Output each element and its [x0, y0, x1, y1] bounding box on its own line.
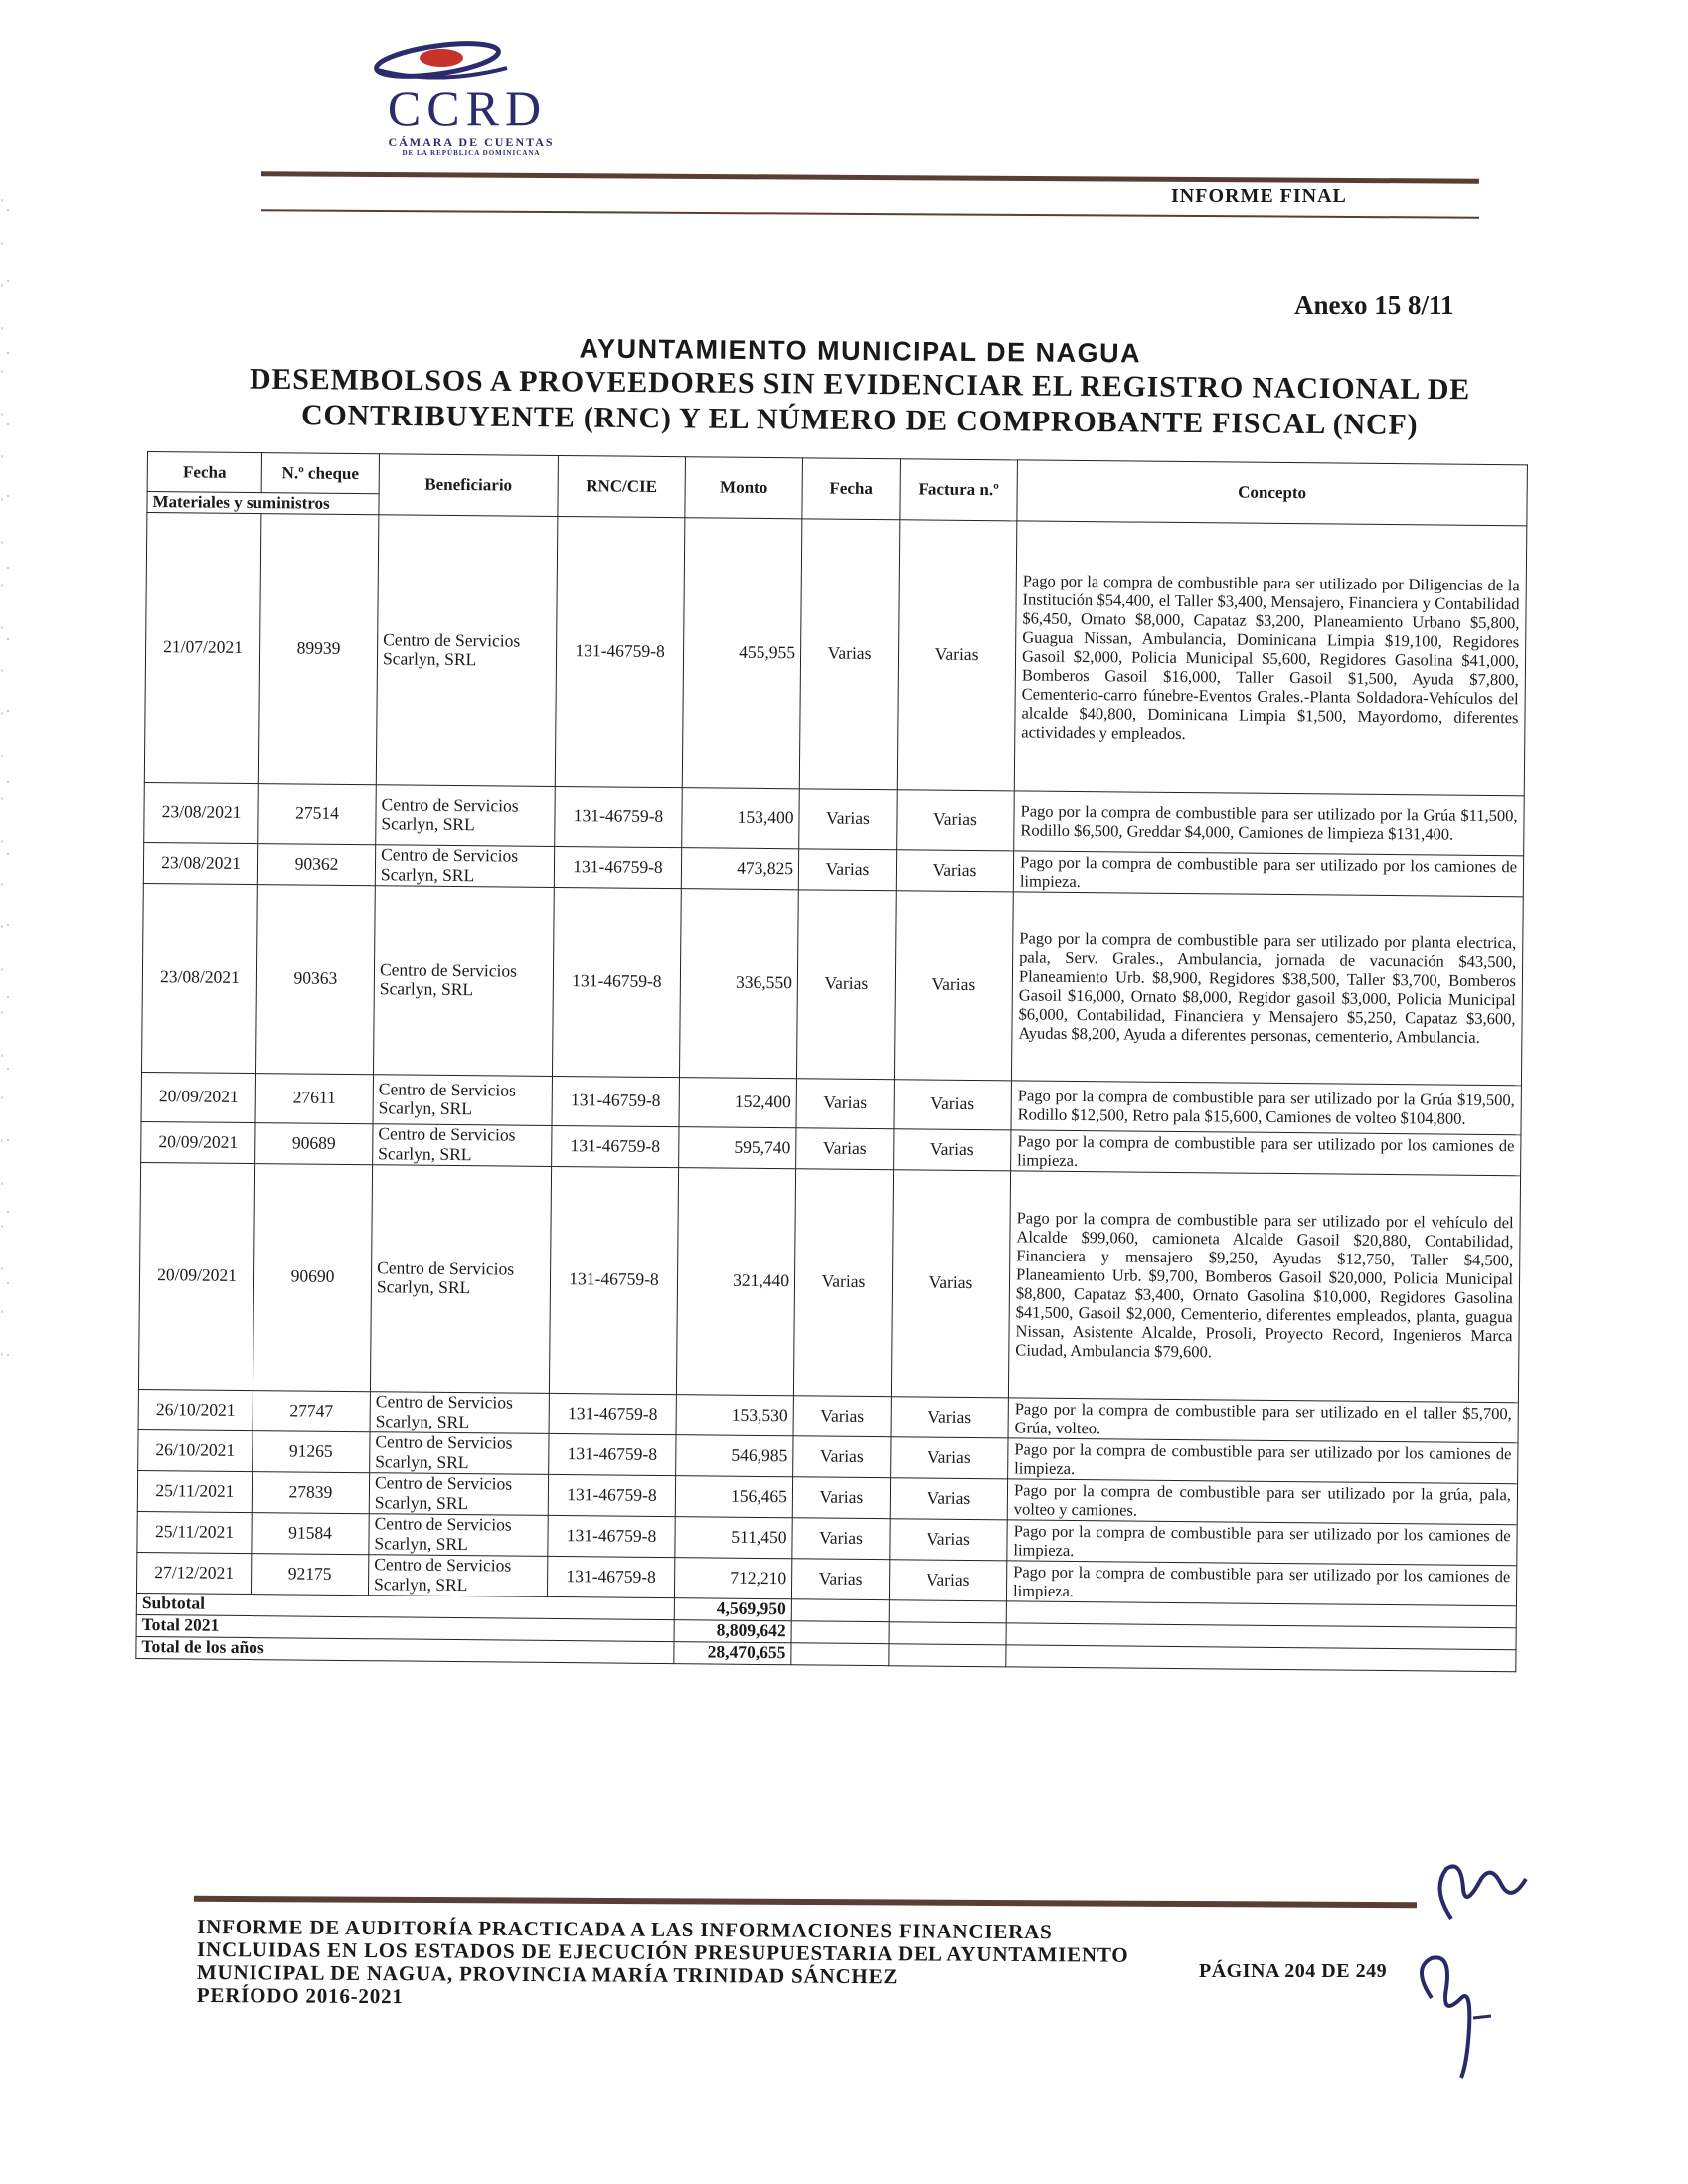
cell-beneficiario: Centro de Servicios Scarlyn, SRL — [369, 1472, 548, 1515]
cell-beneficiario: Centro de Servicios Scarlyn, SRL — [370, 1431, 549, 1474]
cell-monto: 595,740 — [679, 1126, 796, 1168]
cell-factura: Varias — [894, 1128, 1011, 1170]
cell-fecha-2: Varias — [793, 1395, 891, 1436]
cell-monto: 156,465 — [675, 1475, 792, 1517]
cell-beneficiario: Centro de Servicios Scarlyn, SRL — [368, 1554, 547, 1596]
disbursements-table — [135, 451, 1528, 1672]
cell-concepto: Pago por la compra de combustible para ser utilizado por los camiones de limpieza. — [1007, 1519, 1517, 1565]
cell-beneficiario: Centro de Servicios Scarlyn, SRL — [376, 514, 558, 786]
header-rnc: RNC/CIE — [558, 455, 686, 517]
cell-fecha-2: Varias — [793, 1168, 893, 1396]
cell-rnc: 131-46759-8 — [552, 1125, 679, 1167]
table-row — [142, 883, 1524, 1085]
empty-cell — [889, 1599, 1006, 1622]
cell-factura: Varias — [897, 789, 1015, 850]
cell-rnc: 131-46759-8 — [548, 1515, 675, 1557]
cell-factura: Varias — [890, 1518, 1007, 1560]
total-anos-label: Total de los años — [136, 1636, 674, 1663]
title-line-2: DESEMBOLSOS A PROVEEDORES SIN EVIDENCIAR EL REGISTRO NACIONAL DE — [249, 362, 1471, 407]
cell-fecha-2: Varias — [792, 1476, 890, 1518]
empty-cell — [791, 1642, 889, 1665]
cell-concepto: Pago por la compra de combustible para ser utilizado por los camiones de limpieza. — [1013, 850, 1523, 896]
cell-rnc: 131-46759-8 — [555, 786, 683, 847]
cell-monto: 321,440 — [676, 1167, 795, 1395]
header-monto: Monto — [685, 457, 803, 519]
footer-line-4: PERÍODO 2016-2021 — [196, 1982, 404, 2009]
cell-cheque: 90363 — [256, 884, 376, 1074]
cell-factura: Varias — [894, 1079, 1011, 1129]
table-row — [138, 1162, 1520, 1402]
total-2021-value: 8,809,642 — [674, 1619, 791, 1642]
footer-line-3: MUNICIPAL DE NAGUA, PROVINCIA MARÍA TRINIDAD SÁNCHEZ — [196, 1959, 899, 1989]
informe-final-label: INFORME FINAL — [1171, 185, 1347, 207]
cell-fecha-2: Varias — [799, 788, 898, 849]
cell-fecha: 20/09/2021 — [141, 1072, 255, 1122]
cell-factura: Varias — [891, 1436, 1008, 1478]
handwritten-signature — [1392, 1849, 1551, 2088]
cell-cheque: 90690 — [253, 1163, 372, 1391]
cell-cheque: 90689 — [255, 1122, 373, 1164]
cell-factura: Varias — [891, 1396, 1008, 1437]
cell-factura: Varias — [897, 519, 1017, 790]
cell-monto: 153,530 — [676, 1394, 793, 1435]
table-body — [136, 512, 1526, 1605]
subtotal-value: 4,569,950 — [674, 1597, 791, 1620]
empty-cell — [889, 1643, 1006, 1666]
footer-line-1: INFORME DE AUDITORÍA PRACTICADA A LAS INFORMACIONES FINANCIERAS — [197, 1914, 1053, 1944]
cell-rnc: 131-46759-8 — [554, 846, 681, 888]
cell-factura: Varias — [890, 1477, 1007, 1519]
empty-cell — [1006, 1644, 1516, 1671]
cell-cheque: 27514 — [258, 783, 377, 844]
cell-fecha-2: Varias — [791, 1558, 889, 1599]
cell-rnc: 131-46759-8 — [549, 1433, 676, 1475]
cell-monto: 473,825 — [681, 847, 798, 889]
cell-fecha: 23/08/2021 — [144, 782, 259, 843]
cell-cheque: 91265 — [253, 1430, 370, 1472]
cell-beneficiario: Centro de Servicios Scarlyn, SRL — [376, 784, 556, 846]
cell-fecha: 25/11/2021 — [137, 1470, 252, 1512]
logo-subtitle-small: DE LA REPÚBLICA DOMINICANA — [402, 149, 541, 157]
subtotal-label: Subtotal — [136, 1593, 674, 1619]
cell-beneficiario: Centro de Servicios Scarlyn, SRL — [375, 844, 554, 887]
cell-fecha-2: Varias — [796, 1127, 894, 1169]
header-fecha-2: Fecha — [802, 458, 901, 519]
cell-fecha-2: Varias — [799, 518, 900, 789]
cell-monto: 455,955 — [682, 517, 802, 788]
footer-text — [197, 1916, 1192, 2013]
page-number: PÁGINA 204 DE 249 — [1199, 1960, 1388, 1982]
cell-beneficiario: Centro de Servicios Scarlyn, SRL — [373, 1074, 552, 1125]
title-line-3: CONTRIBUYENTE (RNC) Y EL NÚMERO DE COMPROBANTE FISCAL (NCF) — [300, 399, 1419, 441]
cell-monto: 546,985 — [676, 1434, 793, 1476]
logo-subtitle: CÁMARA DE CUENTAS — [388, 135, 555, 149]
header-cheque: N.º cheque — [261, 453, 379, 494]
cell-concepto: Pago por la compra de combustible para ser utilizado por los camiones de limpieza. — [1006, 1560, 1516, 1605]
title-line-1: AYUNTAMIENTO MUNICIPAL DE NAGUA — [579, 333, 1142, 369]
cell-rnc: 131-46759-8 — [548, 1474, 675, 1516]
cell-factura: Varias — [896, 849, 1013, 891]
empty-cell — [791, 1598, 889, 1621]
cell-factura: Varias — [894, 890, 1013, 1080]
cell-fecha: 25/11/2021 — [137, 1511, 252, 1553]
cell-cheque: 89939 — [258, 513, 379, 784]
header-concepto: Concepto — [1017, 460, 1528, 525]
cell-fecha: 23/08/2021 — [143, 842, 257, 884]
cell-concepto: Pago por la compra de combustible para ser utilizado por la Grúa $11,500, Rodillo $6,500, Greddar $4,000, Camiones de limpieza $131,400. — [1014, 790, 1525, 855]
cell-concepto: Pago por la compra de combustible para ser utilizado por la grúa, pala, volteo y camiones. — [1007, 1478, 1517, 1524]
cell-factura: Varias — [891, 1169, 1010, 1397]
total-2021-label: Total 2021 — [136, 1614, 674, 1641]
empty-cell — [889, 1621, 1006, 1644]
header-rule-thick — [261, 171, 1479, 183]
header-fecha: Fecha — [147, 452, 261, 493]
cell-concepto: Pago por la compra de combustible para ser utilizado en el taller $5,700, Grúa, volteo. — [1008, 1397, 1518, 1442]
logo-text: CCRD — [387, 81, 548, 136]
footer-rule — [194, 1896, 1417, 1908]
cell-beneficiario: Centro de Servicios Scarlyn, SRL — [370, 1164, 551, 1393]
cell-cheque: 91584 — [252, 1512, 369, 1554]
cell-fecha-2: Varias — [796, 1078, 894, 1128]
cell-monto: 153,400 — [682, 787, 800, 848]
cell-beneficiario: Centro de Servicios Scarlyn, SRL — [373, 1123, 552, 1166]
cell-fecha: 26/10/2021 — [138, 1389, 253, 1430]
cell-fecha: 26/10/2021 — [138, 1429, 253, 1471]
cell-concepto: Pago por la compra de combustible para ser utilizado por los camiones de limpieza. — [1008, 1437, 1518, 1483]
cell-fecha: 23/08/2021 — [142, 883, 258, 1073]
footer-line-2: INCLUIDAS EN LOS ESTADOS DE EJECUCIÓN PRESUPUESTARIA DEL AYUNTAMIENTO — [197, 1936, 1129, 1967]
cell-rnc: 131-46759-8 — [549, 1393, 676, 1434]
cell-rnc: 131-46759-8 — [547, 1556, 674, 1597]
cell-concepto: Pago por la compra de combustible para ser utilizado por planta electrica, pala, Serv. Grales., Ambulancia, jornada de vacunación $43,500, Planeamiento Urb. $8,900, Regidores $38,500, Taller $3,700, Bomberos Gasoil $16,000, Ornato $8,000, Regidor gasoil $3,000, Policia Municipal $6,000, Contabilidad, Financiera y Mensajero $5,250, Capataz $3,600, Ayudas $8,200, Ayuda a diferentes personas, cementerio, Ambulancia. — [1011, 891, 1523, 1085]
cell-cheque: 27611 — [255, 1073, 373, 1123]
header-rule-thin — [261, 209, 1479, 218]
section-label: Materiales y suministros — [147, 492, 379, 515]
cell-concepto: Pago por la compra de combustible para ser utilizado por los camiones de limpieza. — [1011, 1129, 1521, 1175]
cell-monto: 712,210 — [674, 1557, 791, 1598]
cell-monto: 511,450 — [675, 1516, 792, 1558]
empty-cell — [791, 1620, 889, 1643]
scan-edge-marks — [0, 199, 14, 1392]
cell-concepto: Pago por la compra de combustible para ser utilizado por el vehículo del Alcalde $99,060, camioneta Alcalde Gasoil $20,880, Contabilidad, Financiera y mensajero $9,250, Ayudas $12,750, Taller $4,500, Planeamiento Urb. $9,700, Bomberos Gasoil $20,000, Policia Municipal $8,800, Capataz $3,400, Ornato Gasolina $10,000, Regidores Gasolina $41,500, Gasoil $2,000, Cementerio, diferentes empleados, planta, guagua Nissan, Asistente Alcalde, Prosoli, Proyecto Record, Ingenieros Marca Ciudad, Ambulancia $79,600. — [1008, 1170, 1520, 1402]
cell-fecha-2: Varias — [792, 1517, 890, 1559]
cell-beneficiario: Centro de Servicios Scarlyn, SRL — [369, 1513, 548, 1556]
cell-monto: 336,550 — [679, 888, 798, 1078]
cell-rnc: 131-46759-8 — [552, 887, 681, 1077]
cell-fecha-2: Varias — [793, 1435, 891, 1477]
cell-fecha: 27/12/2021 — [136, 1552, 251, 1594]
header-beneficiario: Beneficiario — [379, 454, 559, 516]
cell-fecha: 20/09/2021 — [138, 1162, 254, 1390]
cell-fecha-2: Varias — [798, 848, 896, 890]
cell-fecha-2: Varias — [796, 889, 896, 1079]
document-title — [239, 331, 1482, 444]
total-anos-value: 28,470,655 — [674, 1641, 791, 1664]
cell-concepto: Pago por la compra de combustible para ser utilizado por Diligencias de la Institución $54,400, el Taller $3,400, Mensajero, Financiera y Contabilidad $6,450, Ornato $8,000, Capataz $3,200, Planeamiento Urbano $5,800, Guagua Nissan, Ambulancia, Dominicana Limpia $19,100, Regidores Gasoil $2,000, Policia Municipal $5,600, Regidores Gasolina $41,000, Bomberos Gasoil $16,000, Taller Gasoil $1,500, Ayuda $7,800, Cementerio-carro fúnebre-Eventos Grales.-Planta Soldadora-Vehículos del alcalde $40,800, Dominicana Limpia $1,500, Mayordomo, diferentes actividades y empleados. — [1014, 520, 1527, 795]
cell-factura: Varias — [889, 1559, 1006, 1600]
cell-cheque: 92175 — [251, 1553, 368, 1595]
cell-rnc: 131-46759-8 — [549, 1166, 678, 1394]
cell-fecha: 20/09/2021 — [141, 1121, 255, 1163]
cell-cheque: 27747 — [253, 1390, 370, 1431]
header-factura: Factura n.º — [900, 459, 1018, 521]
cell-concepto: Pago por la compra de combustible para ser utilizado por la Grúa $19,500, Rodillo $12,500, Retro pala $15,600, Camiones de volteo $104,800. — [1011, 1080, 1521, 1134]
cell-cheque: 27839 — [252, 1471, 369, 1513]
cell-fecha: 21/07/2021 — [144, 512, 261, 783]
table-row — [144, 512, 1527, 795]
disbursements-table-wrap — [135, 451, 1529, 1757]
cell-cheque: 90362 — [257, 843, 375, 885]
cell-beneficiario: Centro de Servicios Scarlyn, SRL — [373, 885, 554, 1076]
ccrd-logo — [338, 40, 596, 157]
cell-rnc: 131-46759-8 — [552, 1076, 679, 1126]
anexo-label: Anexo 15 8/11 — [1294, 290, 1454, 320]
cell-monto: 152,400 — [679, 1077, 796, 1127]
cell-rnc: 131-46759-8 — [555, 516, 685, 787]
cell-beneficiario: Centro de Servicios Scarlyn, SRL — [370, 1391, 549, 1433]
